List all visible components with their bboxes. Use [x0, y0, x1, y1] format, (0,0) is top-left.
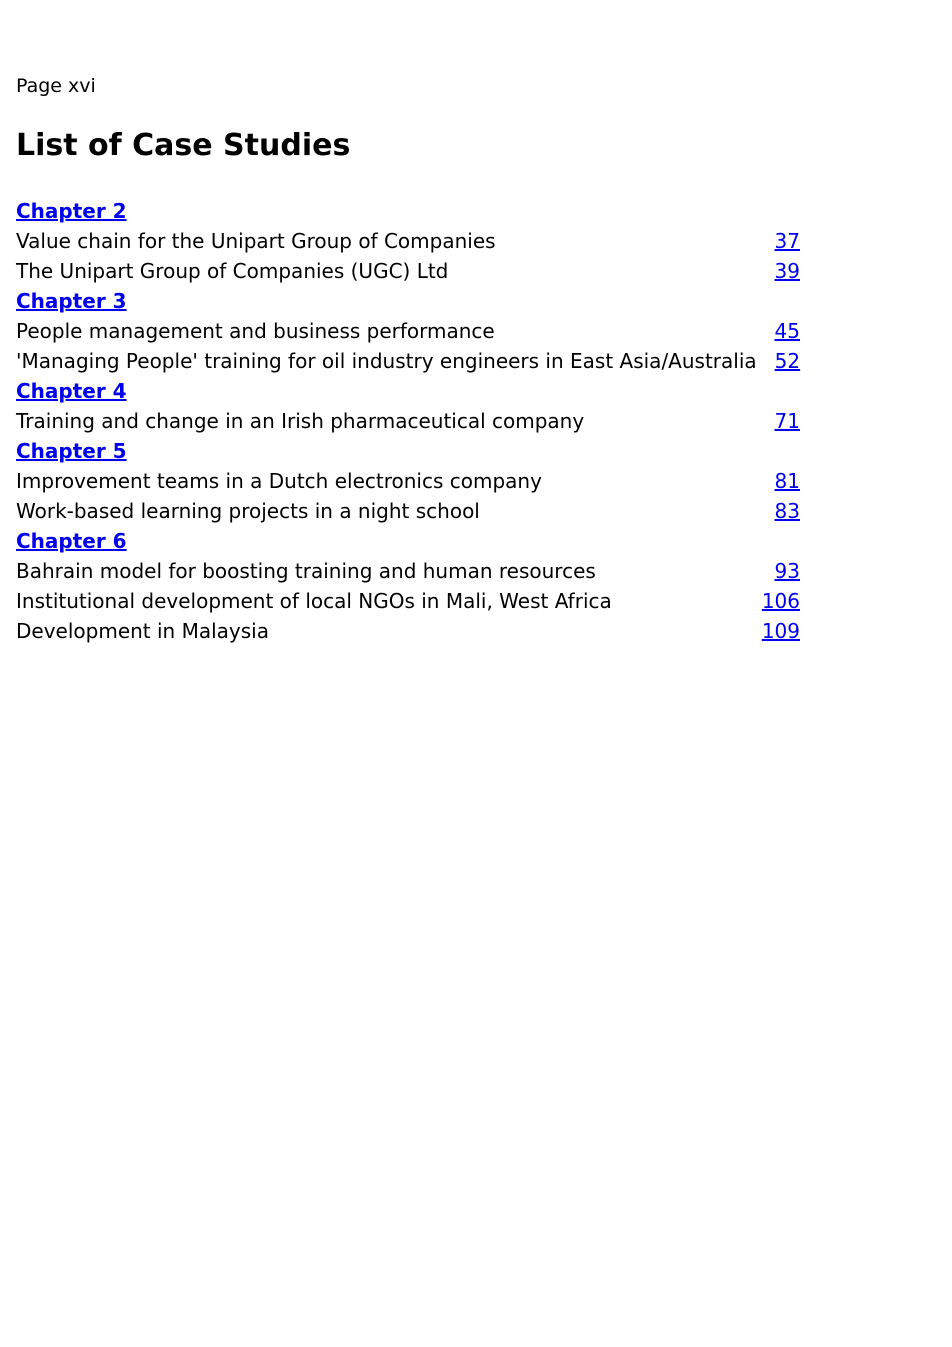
case-study-title: People management and business performance	[16, 319, 495, 343]
list-item	[16, 496, 800, 526]
case-study-title: Institutional development of local NGOs in Mali, West Africa	[16, 589, 612, 613]
page-link[interactable]: 93	[774, 559, 800, 583]
chapter-heading-row	[16, 436, 800, 466]
case-study-title: Work-based learning projects in a night school	[16, 499, 480, 523]
case-studies-list	[16, 196, 800, 646]
page-link[interactable]: 52	[774, 349, 801, 373]
page-link[interactable]: 81	[774, 469, 800, 493]
page-link[interactable]: 71	[774, 409, 800, 433]
case-study-title: Value chain for the Unipart Group of Companies	[16, 229, 496, 253]
list-item	[16, 616, 800, 646]
page-number-label: Page xvi	[16, 75, 96, 97]
case-study-title: The Unipart Group of Companies (UGC) Ltd	[16, 259, 449, 283]
page-link[interactable]: 39	[774, 259, 800, 283]
list-item	[16, 406, 800, 436]
list-item	[16, 556, 800, 586]
page-link[interactable]: 45	[774, 319, 800, 343]
chapter-5-link[interactable]: Chapter 5	[16, 439, 127, 463]
list-item	[16, 316, 800, 346]
list-item	[16, 346, 800, 376]
list-item	[16, 466, 800, 496]
chapter-heading-row	[16, 286, 800, 316]
list-item	[16, 226, 800, 256]
chapter-2-link[interactable]: Chapter 2	[16, 199, 127, 223]
chapter-heading-row	[16, 526, 800, 556]
list-item	[16, 586, 800, 616]
chapter-heading-row	[16, 196, 800, 226]
case-study-title: Bahrain model for boosting training and human resources	[16, 559, 596, 583]
page-title: List of Case Studies	[16, 128, 351, 163]
page-link[interactable]: 109	[761, 619, 800, 643]
chapter-4-link[interactable]: Chapter 4	[16, 379, 127, 403]
page-link[interactable]: 106	[761, 589, 800, 613]
case-study-title: Development in Malaysia	[16, 619, 269, 643]
page-link[interactable]: 37	[774, 229, 800, 253]
page-link[interactable]: 83	[774, 499, 800, 523]
chapter-3-link[interactable]: Chapter 3	[16, 289, 127, 313]
list-item	[16, 256, 800, 286]
case-study-title: Improvement teams in a Dutch electronics company	[16, 469, 542, 493]
case-study-title: 'Managing People' training for oil industry engineers in East Asia/Australia	[16, 349, 757, 373]
chapter-heading-row	[16, 376, 800, 406]
case-study-title: Training and change in an Irish pharmaceutical company	[16, 409, 585, 433]
chapter-6-link[interactable]: Chapter 6	[16, 529, 127, 553]
